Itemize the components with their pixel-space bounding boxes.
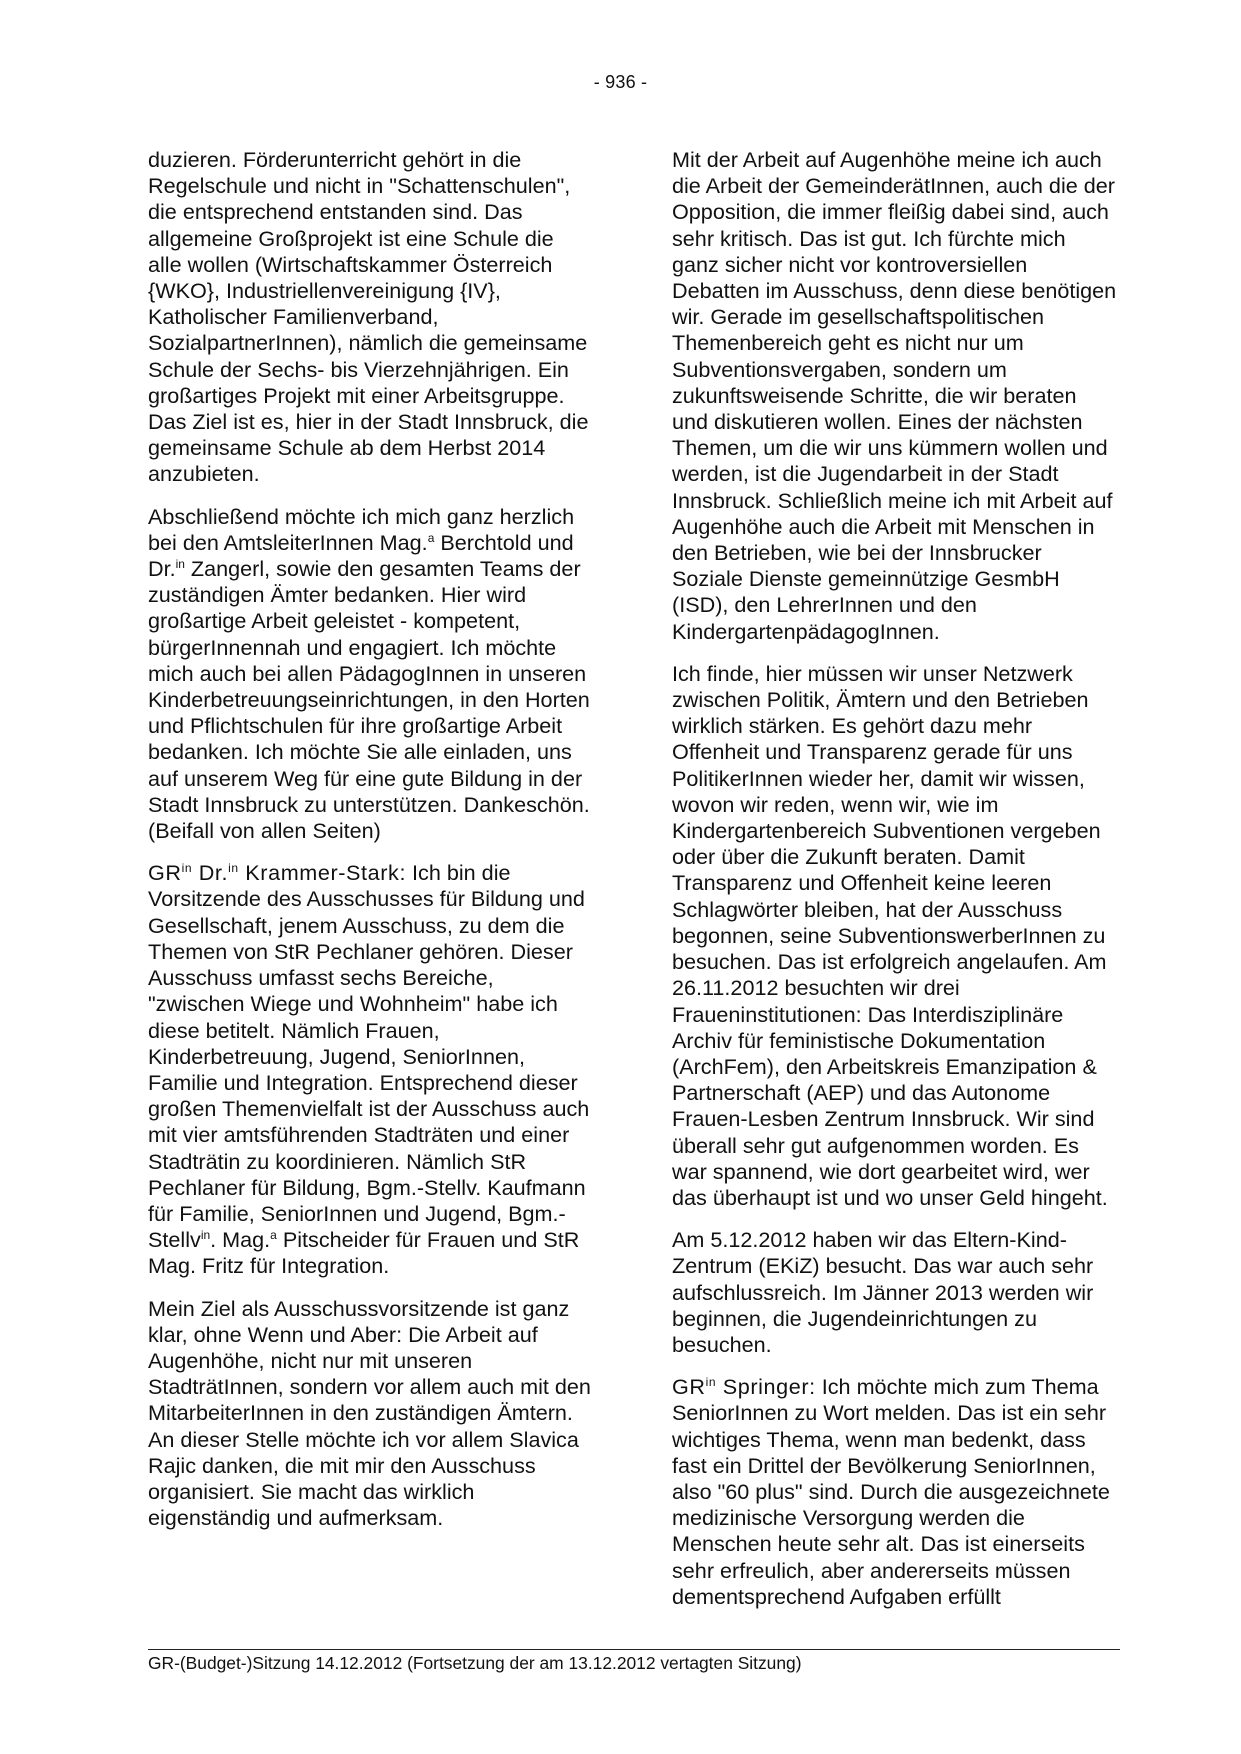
- text-run: Ich bin die Vorsitzende des Ausschusses für Bildung und Gesellschaft, jenem Ausschuss, zu dem die Themen von StR Pechlaner gehören. Dieser Ausschuss umfasst sechs Bereiche, "zwischen Wiege und Wohnheim" habe ich diese betitelt. Nämlich Frauen, Kinderbetreuung, Jugend, SeniorInnen, Familie und Integration. Entsprechend dieser großen Themenvielfalt ist der Ausschuss auch mit vier amtsführenden Stadträten und einer Stadträtin zu koordinieren. Nämlich StR Pechlaner für Bildung, Bgm.-Stellv. Kaufmann für Familie, SeniorInnen und Jugend, Bgm.-Stellv: [148, 860, 590, 1253]
- paragraph: Am 5.12.2012 haben wir das Eltern-Kind-Zentrum (EKiZ) besucht. Das war auch sehr aufschlussreich. Im Jänner 2013 werden wir beginnen, die Jugendeinrichtungen zu besuchen.: [672, 1227, 1094, 1357]
- paragraph: Mein Ziel als Ausschussvorsitzende ist ganz klar, ohne Wenn und Aber: Die Arbeit auf Augenhöhe, nicht nur mit unseren StadträtInnen, sondern vor allem auch mit den MitarbeiterInnen in den zuständigen Ämtern. An dieser Stelle möchte ich vor allem Slavica Rajic danken, die mit mir den Ausschuss organisiert. Sie macht das wirklich eigenständig und aufmerksam.: [148, 1295, 591, 1531]
- text-run: . Mag.: [210, 1227, 271, 1253]
- page-number: - 936 -: [593, 72, 648, 92]
- paragraph: Innsbruck. Schließlich meine ich mit Arbeit auf Augenhöhe auch die Arbeit mit Menschen in den Betrieben, wie bei der Innsbrucker Soziale Dienste gemeinnützige GesmbH (ISD), den LehrerInnen und den KindergartenpädagogInnen.: [672, 487, 1113, 644]
- text-run: Ich möchte mich zum Thema SeniorInnen zu Wort melden. Das ist ein sehr wichtiges Thema, wenn man bedenkt, dass fast ein Drittel der Bevölkerung SeniorInnen, also "60 plus" sind. Durch die ausgezeichnete medizinische Versorgung werden die Menschen heute sehr alt. Das ist einerseits sehr erfreulich, aber andererseits müssen dementsprechend Aufgaben erfüllt: [672, 1374, 1110, 1609]
- speaker-text: GR: [672, 1374, 706, 1400]
- text-run: Zangerl, sowie den gesamten Teams der zuständigen Ämter bedanken. Hier wird großartige Arbeit geleistet - kompetent, bürgerInnennah und engagiert. Ich möchte mich auch bei allen PädagogInnen in unseren Kinderbetreuungseinrichtungen, in den Horten und Pflichtschulen für ihre großartige Arbeit bedanken. Ich möchte Sie alle einladen, uns auf unserem Weg für eine gute Bildung in der Stadt Innsbruck zu unterstützen. Dankeschön. (Beifall von allen Seiten): [148, 556, 590, 844]
- paragraph: duzieren. Förderunterricht gehört in die Regelschule und nicht in "Schattenschulen", die entsprechend entstanden sind. Das allgemeine Großprojekt ist eine Schule die alle wollen (Wirtschaftskammer Österreich {WKO}, Industriellenvereinigung {IV}, Katholischer Familienverband, SozialpartnerInnen), nämlich die gemeinsame Schule der Sechs- bis Vierzehnjährigen. Ein großartiges Projekt mit einer Arbeitsgruppe. Das Ziel ist es, hier in der Stadt Innsbruck, die gemeinsame Schule ab dem Herbst 2014 anzubieten.: [148, 147, 589, 487]
- superscript: a: [270, 1227, 277, 1242]
- speaker-name: [148, 860, 406, 885]
- speaker-name: [672, 1374, 816, 1399]
- superscript: in: [228, 861, 239, 876]
- speaker-text: GR: [148, 860, 182, 886]
- paragraph: [148, 504, 593, 845]
- text-run: Berchtold und Dr.: [148, 529, 574, 582]
- text-run: Abschließend möchte ich mich ganz herzlich bei den AmtsleiterInnen Mag.: [148, 503, 575, 555]
- speaker-text: Dr.: [192, 860, 229, 886]
- left-column: [148, 147, 593, 1547]
- paragraph: Ich finde, hier müssen wir unser Netzwerk zwischen Politik, Ämtern und den Betrieben wirklich stärken. Es gehört dazu mehr Offenheit und Transparenz gerade für uns PolitikerInnen wieder her, damit wir wissen, wovon wir reden, wenn wir, wie im Kindergartenbereich Subventionen vergeben oder über die Zukunft beraten. Damit Transparenz und Offenheit keine leeren Schlagwörter bleiben, hat der Ausschuss begonnen, seine SubventionswerberInnen zu besuchen. Das ist erfolgreich angelaufen. Am 26.11.2012 besuchten wir drei Fraueninstitutionen: Das Interdisziplinäre Archiv für feministische Dokumentation (ArchFem), den Arbeitskreis Emanzipation & Partnerschaft (AEP) und das Autonome Frauen-Lesben Zentrum Innsbruck. Wir sind überall sehr gut aufgenommen worden. Es war spannend, wie dort gearbeitet wird, wer das überhaupt ist und wo unser Geld hingeht.: [672, 660, 1108, 1210]
- right-column: [672, 147, 1117, 1626]
- superscript: in: [175, 556, 185, 571]
- page-footer: GR-(Budget-)Sitzung 14.12.2012 (Fortsetzung der am 13.12.2012 vertagten Sitzung): [148, 1653, 802, 1673]
- paragraph: [672, 1374, 1117, 1610]
- superscript: a: [427, 530, 435, 545]
- superscript: in: [705, 1374, 717, 1389]
- speaker-text: Springer:: [716, 1374, 816, 1400]
- paragraph: Mit der Arbeit auf Augenhöhe meine ich auch die Arbeit der GemeinderätInnen, auch die der Opposition, die immer fleißig dabei sind, auch sehr kritisch. Das ist gut. Ich fürchte mich ganz sicher nicht vor kontroversiellen Debatten im Ausschuss, denn diese benötigen wir. Gerade im gesellschaftspolitischen Themenbereich geht es nicht nur um Subventionsvergaben, sondern um zukunftsweisende Schritte, die wir beraten und diskutieren wollen. Eines der nächsten Themen, um die wir uns kümmern wollen und werden, ist die Jugendarbeit in der Stadt: [672, 147, 1117, 487]
- speaker-text: Krammer-Stark:: [238, 860, 407, 886]
- footer-divider: [148, 1649, 1120, 1650]
- text-run: Pitscheider für Frauen und StR Mag. Fritz für Integration.: [148, 1227, 580, 1279]
- superscript: in: [200, 1227, 211, 1242]
- superscript: in: [181, 861, 193, 876]
- paragraph: [148, 860, 593, 1279]
